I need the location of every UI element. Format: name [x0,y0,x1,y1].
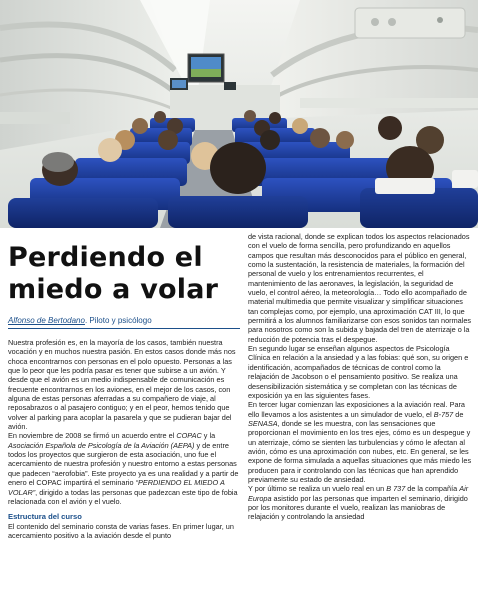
text-run-italic: COPAC [176,431,202,441]
byline-role: . Piloto y psicólogo [84,316,152,325]
text-run: , donde se les muestra, con las sensaciones que proporcionan el movimiento en los tres ejes, cómo es un despegue y un aterrizaje, cómo se sienten las turbulencias y cómo le afectan al avión, cómo es una aproximación con nubes, etc. En general, se les expone de forma simulada a aquellas situaciones que más miedo les producen para ir controlando con las técnicas que han aprendido previamente su estado de ansiedad. [248,418,472,484]
right-paragraph-4 [248,484,472,521]
right-paragraph-1: de vista racional, donde se explican todos los aspectos relacionados con el vuelo de forma sencilla, pero profundizando en aquellos campos que resultan más desconocidos para el público en general, como la sustentación, la resistencia de materiales, la formación del personal de vuelo y los entrenamientos recurrentes, el mantenimiento de las aeronaves, la legislación, la seguridad de vuelo, el control aéreo, la meteorología… Todo ello acompañado de material multimedia que permite visualizar y simplificar situaciones tan complejas como, por ejemplo, una aproximación CAT III, lo que permitirá a los alumnos familiarizarse con esos sonidos tan normales para nosotros como son la subida y bajada del tren de aterrizaje o la reducción de potencia tras el despegue. [248,232,472,344]
left-paragraph-2 [8,431,240,506]
right-column [248,232,472,522]
right-paragraph-2: En segundo lugar se enseñan algunos aspectos de Psicología Clínica en relación a la ansiedad y a las fobias: qué son, su origen e identificación, acompañados de técnicas de control como la relajación de Jacobson o el pensamiento positivo. Se realiza una desensibilización sistemática y se completan con las técnicas de exposición ya en las siguientes fases. [248,344,469,400]
text-run: Y por último se realiza un vuelo real en un [248,484,387,494]
text-run: y de entre todos los proyectos que surgieron de esta asociación, uno fue el acercamiento de nuestra profesión y nuestro entorno a estas personas que padecen “aerofobia”. Este proyecto ya es una realidad y a partir de enero el COPAC impartirá el seminario [8,440,239,488]
headline-line-1: Perdiendo el [8,242,203,273]
right-paragraph-3 [248,400,472,484]
text-run: asistido por las personas que imparten el seminario, dirigido por los monitores durante el vuelo, realizan las maniobras de relajación y controlando la ansiedad [248,493,468,522]
byline-author: Alfonso de Bertodano [8,316,85,325]
text-run: En noviembre de 2008 se firmó un acuerdo entre el [8,431,177,441]
text-run-italic: B 737 [386,484,406,494]
text-run: de la compañía [405,484,460,494]
text-run-italic: SENASA [248,418,278,428]
airplane-cabin-photo [0,0,478,228]
headline-line-2: miedo a volar [8,274,219,305]
byline [8,316,240,329]
text-run: En tercer lugar comienzan las exposiciones a la aviación real. Para ello llevamos a los asistentes a un simulador de vuelo, el [248,400,465,419]
text-run-italic: Air Europa [248,484,469,503]
text-run: y la [201,431,216,441]
text-run-italic: Asociación Española de Psicología de la Aviación (AEPA) [8,440,195,450]
text-run: de [453,409,464,419]
article-headline [8,242,236,306]
text-run: , dirigido a todas las personas que padezcan este tipo de fobia relacionada con el avión y el vuelo. [8,487,238,506]
text-run-italic: “PERDIENDO EL MIEDO A VOLAR” [8,478,225,497]
section-subheading: Estructura del curso [8,512,82,522]
left-paragraph-1: Nuestra profesión es, en la mayoría de los casos, también nuestra vocación y en muchos nuestra pasión. En estos casos donde más nos choca encontrarnos con personas en el polo opuesto. Personas a las que lo peor que les podría pasar es tener que subirse a un avión. Y desde que el avión es un medio indispensable de comunicación es frecuente encontrarnos en los aviones, en el mejor de los casos, con alguna de estas personas aferradas a su compañero de viaje, al reposabrazos o al pasajero contiguo; y en el peor, hemos tenido que volver al parking para acoplar la pasarela y que se pudieran bajar del avión. [8,338,236,432]
text-run-italic: B-757 [433,409,454,419]
left-paragraph-3: El contenido del seminario consta de varias fases. En primer lugar, un acercamiento positivo a la aviación desde el punto [8,521,234,540]
left-column [8,338,240,540]
